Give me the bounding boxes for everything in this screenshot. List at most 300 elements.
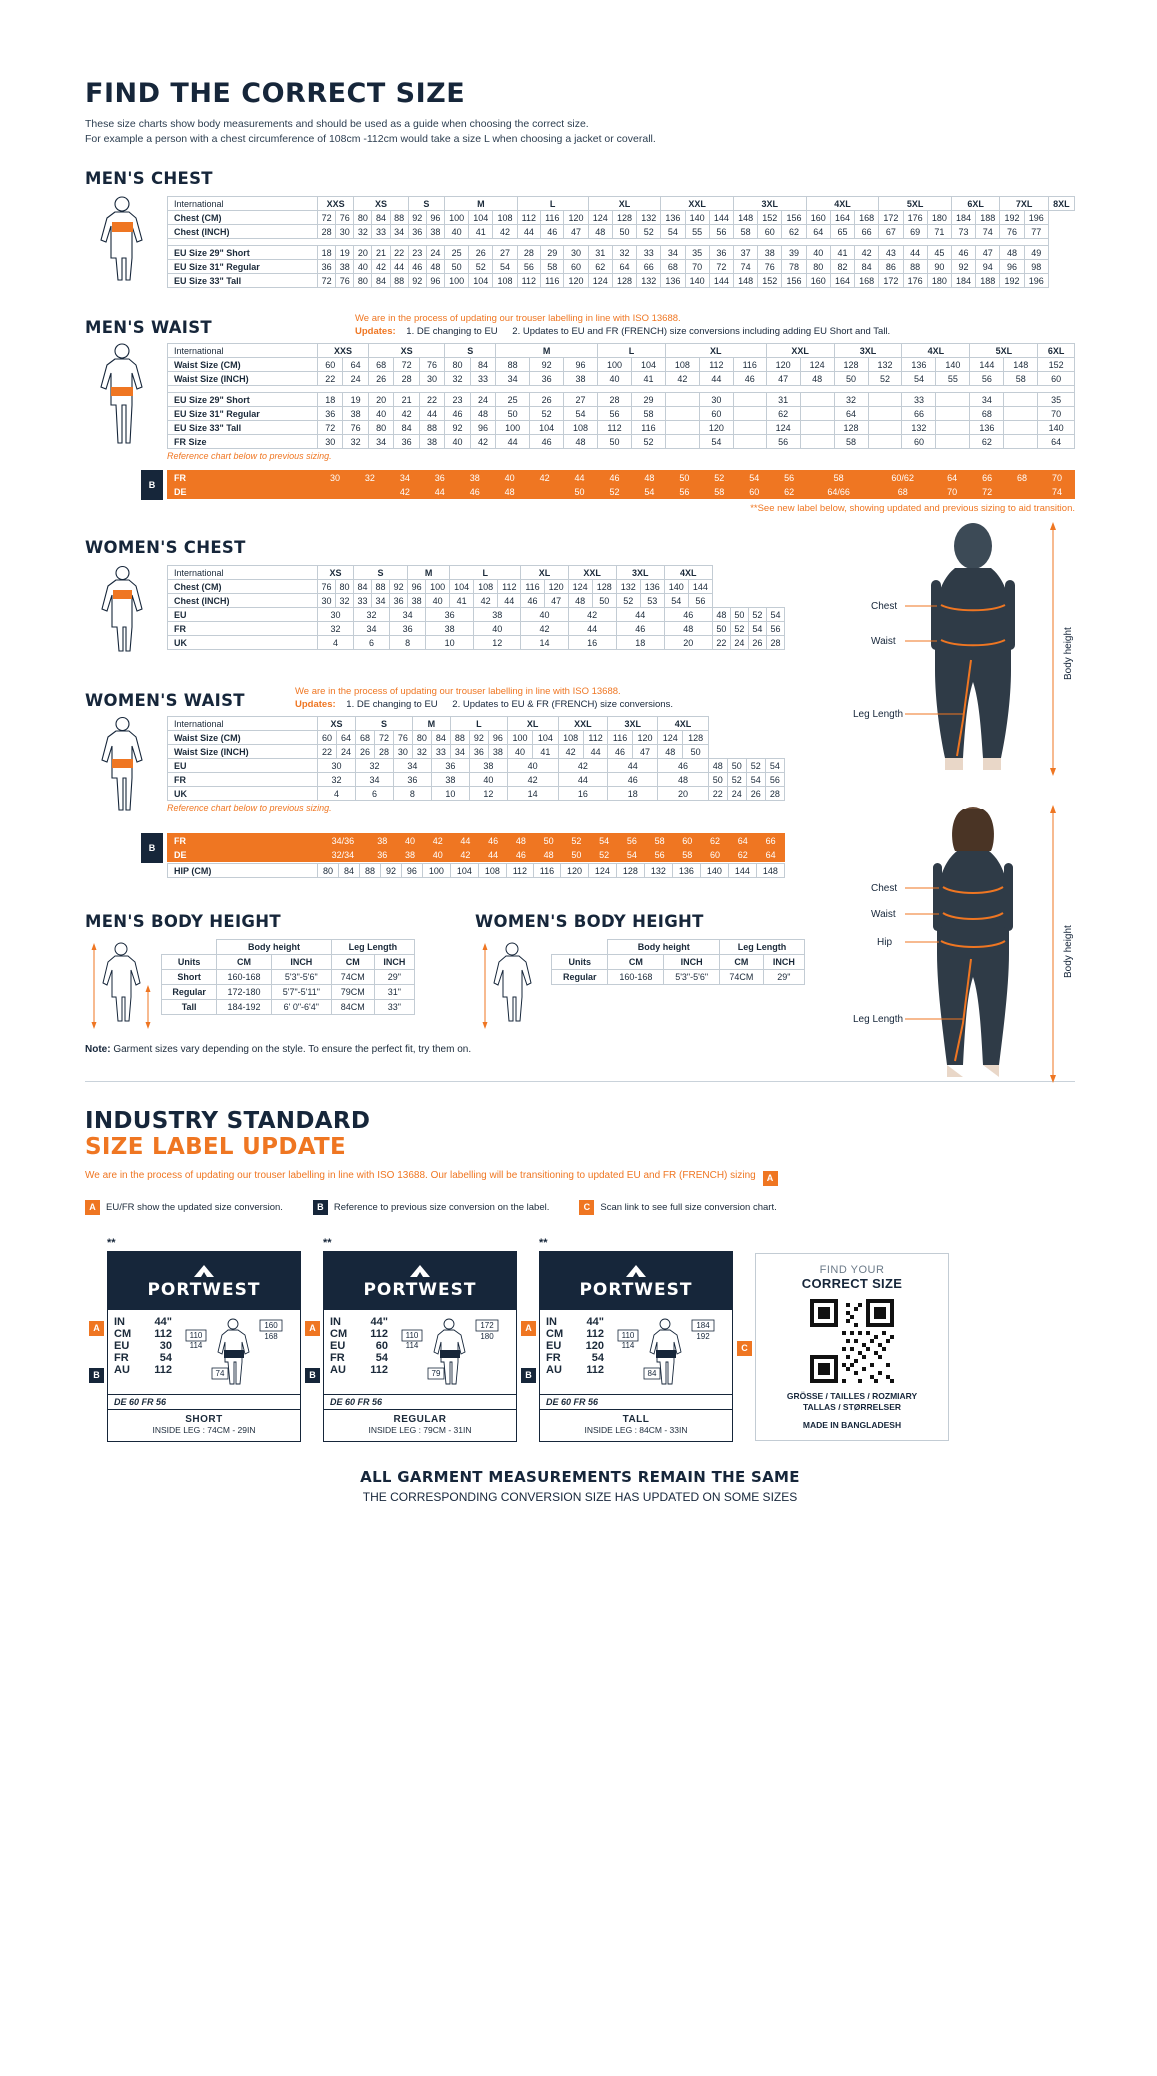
cell: 148 xyxy=(756,864,784,878)
badge-c: C xyxy=(579,1200,594,1215)
fig-left-1: 110 xyxy=(189,1330,203,1340)
cell: 164 xyxy=(830,211,854,225)
cell: 38 xyxy=(457,471,492,485)
cell: 18 xyxy=(616,636,664,650)
col-cm: CM xyxy=(217,955,272,970)
cell: 76 xyxy=(1000,225,1024,239)
cell xyxy=(665,393,699,407)
cell: 46 xyxy=(507,848,535,862)
label-size-rows-2 xyxy=(330,1316,388,1390)
cell: 47 xyxy=(544,594,568,608)
cell: 31" xyxy=(374,985,414,1000)
row-label: FR xyxy=(168,622,318,636)
cell: 30 xyxy=(318,759,356,773)
cell: 160-168 xyxy=(217,970,272,985)
cell: 53 xyxy=(640,594,664,608)
cell: 144 xyxy=(688,580,712,594)
cell: 40 xyxy=(426,594,450,608)
size-val: 30 xyxy=(159,1339,172,1352)
cell: 62 xyxy=(701,834,729,848)
cell: 112 xyxy=(699,358,733,372)
cell: 5'7"-5'11" xyxy=(271,985,331,1000)
qr-card-wrap xyxy=(741,1253,949,1442)
cell: 38 xyxy=(431,773,469,787)
cell: 136 xyxy=(661,211,685,225)
table-row xyxy=(168,197,1075,211)
cell xyxy=(1004,407,1038,421)
cell: 112 xyxy=(583,731,607,745)
cell: 172 xyxy=(879,211,903,225)
cell: 116 xyxy=(733,358,766,372)
size-col: 4XL xyxy=(664,566,712,580)
cell: 36 xyxy=(394,435,419,449)
cell: 6 xyxy=(354,636,390,650)
qr-code-icon[interactable] xyxy=(810,1299,894,1383)
cell: 52 xyxy=(702,471,737,485)
size-key: FR xyxy=(330,1351,345,1364)
cell: 33 xyxy=(637,246,661,260)
cell: 66 xyxy=(970,471,1005,485)
cell: 60 xyxy=(1038,372,1075,386)
cell: 48 xyxy=(470,407,495,421)
cell: 44 xyxy=(568,622,616,636)
table-row xyxy=(168,471,1075,485)
size-val: 112 xyxy=(154,1327,172,1340)
size-key: CM xyxy=(114,1327,132,1340)
size-col: S xyxy=(355,717,412,731)
cell: 84 xyxy=(354,580,372,594)
label-fit-2: REGULAR xyxy=(393,1413,447,1425)
cell: 76 xyxy=(758,260,782,274)
cell: 47 xyxy=(632,745,657,759)
label-brand-block-1 xyxy=(108,1252,300,1310)
size-col: 4XL xyxy=(902,344,970,358)
size-key: IN xyxy=(546,1315,557,1328)
row-label: EU Size 29" Short xyxy=(168,393,318,407)
table-row xyxy=(168,864,785,878)
cell: 44 xyxy=(583,745,607,759)
cell: 72 xyxy=(709,260,733,274)
cell: 43 xyxy=(879,246,903,260)
cell: 48 xyxy=(1000,246,1024,260)
cell: 132 xyxy=(868,358,902,372)
cell xyxy=(868,435,902,449)
cell: 32 xyxy=(412,745,431,759)
size-key: AU xyxy=(114,1363,130,1376)
mens-waist-iso-note: We are in the process of updating our trouser labelling in line with ISO 13688. xyxy=(355,313,681,324)
cell: 28 xyxy=(517,246,540,260)
size-val: 44" xyxy=(586,1315,604,1328)
cell: 136 xyxy=(661,274,685,288)
col-group-leg-length: Leg Length xyxy=(331,940,414,955)
cell: 42 xyxy=(387,485,422,499)
table-row xyxy=(552,970,805,985)
update-1: 1. DE changing to EU xyxy=(346,699,438,710)
cell xyxy=(665,435,699,449)
cell: 108 xyxy=(564,421,598,435)
row-label-de: DE xyxy=(168,848,318,862)
table-row xyxy=(162,1000,415,1015)
cell: 124 xyxy=(800,358,834,372)
cell: 54 xyxy=(618,848,646,862)
cell: 27 xyxy=(493,246,517,260)
cell: 76 xyxy=(419,358,444,372)
cell: 52 xyxy=(616,594,640,608)
cell: 68 xyxy=(970,407,1004,421)
cell: 64 xyxy=(612,260,636,274)
cell: 34 xyxy=(661,246,685,260)
table-row xyxy=(168,372,1075,386)
cell: 48 xyxy=(564,435,598,449)
size-col: 3XL xyxy=(616,566,664,580)
page-title: FIND THE CORRECT SIZE xyxy=(85,78,466,109)
cell: 120 xyxy=(564,274,588,288)
cell xyxy=(800,407,834,421)
cell: 38 xyxy=(474,608,521,622)
cell: 80 xyxy=(318,864,339,878)
cell: 35 xyxy=(1038,393,1075,407)
cell: 33 xyxy=(354,594,372,608)
cell: 184 xyxy=(951,274,975,288)
cell: 48 xyxy=(658,773,709,787)
mens-waist-table xyxy=(167,343,1075,449)
cell: 29" xyxy=(763,970,804,985)
cell: 120 xyxy=(564,211,588,225)
table-row xyxy=(168,344,1075,358)
cell: 76 xyxy=(336,274,354,288)
table-row xyxy=(168,636,785,650)
womens-hip-table xyxy=(167,863,785,878)
cell: 164 xyxy=(830,274,854,288)
leg-length-label: Leg Length xyxy=(853,1014,904,1025)
cell: 56 xyxy=(667,485,702,499)
cell: 45 xyxy=(927,246,951,260)
cell: 24 xyxy=(343,372,368,386)
size-col: 5XL xyxy=(879,197,952,211)
table-row xyxy=(162,940,415,955)
table-row xyxy=(168,834,785,848)
cell: 60 xyxy=(699,407,733,421)
cell: 72 xyxy=(374,731,393,745)
cell: 156 xyxy=(782,274,806,288)
cell: 90 xyxy=(927,260,951,274)
tag-b-3: B xyxy=(521,1368,536,1383)
cell: 40 xyxy=(424,848,452,862)
size-key: AU xyxy=(546,1363,562,1376)
cell: 148 xyxy=(733,211,757,225)
cell: 80 xyxy=(336,580,354,594)
cell: 48 xyxy=(492,485,527,499)
updates-label: Updates: xyxy=(355,326,396,337)
cell: 64 xyxy=(806,225,830,239)
mens-height-pictogram xyxy=(85,939,161,1034)
womens-waist-reference-note: Reference chart below to previous sizing. xyxy=(167,803,332,813)
womens-chest-table xyxy=(167,565,785,650)
cell: 26 xyxy=(469,246,493,260)
cell: 77 xyxy=(1024,225,1048,239)
cell: 88 xyxy=(496,358,530,372)
cell: 38 xyxy=(336,260,354,274)
cell: 54 xyxy=(564,407,598,421)
row-label: International xyxy=(168,197,318,211)
cell: 34 xyxy=(970,393,1004,407)
cell: 22 xyxy=(318,372,343,386)
page-intro xyxy=(85,117,1075,147)
womens-chest-pictogram xyxy=(85,565,167,670)
cell: 32/34 xyxy=(318,848,369,862)
cell: 64 xyxy=(935,471,970,485)
cell: 21 xyxy=(372,246,390,260)
cell: 64 xyxy=(336,731,355,745)
cell: 44 xyxy=(608,759,658,773)
update-1: 1. DE changing to EU xyxy=(406,326,498,337)
mens-waist-reference-note: Reference chart below to previous sizing. xyxy=(167,451,332,461)
cell: 32 xyxy=(343,435,368,449)
cell: 96 xyxy=(564,358,598,372)
cell xyxy=(1004,393,1038,407)
cell: Regular xyxy=(162,985,217,1000)
cell: 46 xyxy=(608,745,632,759)
size-key: IN xyxy=(330,1315,341,1328)
cell: 74 xyxy=(1040,485,1075,499)
cell: 72 xyxy=(318,421,343,435)
cell: 46 xyxy=(951,246,975,260)
cell: 42 xyxy=(474,594,498,608)
cell: 94 xyxy=(976,260,1000,274)
col-inch: INCH xyxy=(271,955,331,970)
cell: 128 xyxy=(616,864,644,878)
fig-leg: 79 xyxy=(431,1368,441,1378)
label-stars-2: ** xyxy=(323,1236,332,1249)
cell: 112 xyxy=(498,580,521,594)
table-row xyxy=(162,970,415,985)
cell: 41 xyxy=(631,372,665,386)
womens-waist-updates xyxy=(295,699,785,710)
size-col: 6XL xyxy=(951,197,999,211)
cell: 92 xyxy=(380,864,401,878)
cell: 70 xyxy=(1040,471,1075,485)
cell: 38 xyxy=(408,594,426,608)
cell: 40 xyxy=(354,260,372,274)
size-val: 112 xyxy=(586,1327,604,1340)
size-col: L xyxy=(517,197,588,211)
cell: 128 xyxy=(592,580,616,594)
cell: 8 xyxy=(390,636,426,650)
cell: 52 xyxy=(469,260,493,274)
legend-text-a: EU/FR show the updated size conversion. xyxy=(106,1201,283,1213)
cell: 76 xyxy=(343,421,368,435)
cell: 72 xyxy=(318,211,336,225)
cell: 88 xyxy=(390,211,408,225)
womens-waist-previous-table xyxy=(167,833,785,862)
cell: 60/62 xyxy=(871,471,935,485)
size-col: M xyxy=(444,197,517,211)
size-col: XL xyxy=(588,197,661,211)
cell: 46 xyxy=(530,435,564,449)
cell: 58 xyxy=(673,848,701,862)
size-col: L xyxy=(598,344,666,358)
cell: 27 xyxy=(564,393,598,407)
cell: 42 xyxy=(424,834,452,848)
cell: 50 xyxy=(683,745,708,759)
cell: 56 xyxy=(970,372,1004,386)
badge-a-inline: A xyxy=(763,1171,778,1186)
cell: 112 xyxy=(517,211,540,225)
cell: 60 xyxy=(318,731,337,745)
cell: 46 xyxy=(445,407,470,421)
cell: 80 xyxy=(354,274,372,288)
cell: 140 xyxy=(700,864,728,878)
cell: 42 xyxy=(507,773,558,787)
cell xyxy=(936,407,970,421)
cell: 33 xyxy=(470,372,495,386)
table-row xyxy=(168,485,1075,499)
label-de-fr-3: DE 60 FR 56 xyxy=(540,1394,732,1409)
cell: 48 xyxy=(708,759,727,773)
mens-chest-heading: MEN'S CHEST xyxy=(85,169,213,188)
industry-lead-text: We are in the process of updating our trouser labelling in line with ISO 13688. Our labelling will be transitioning to updated EU and FR (FRENCH) sizing xyxy=(85,1170,756,1181)
cell: 58 xyxy=(1004,372,1038,386)
cell: 84 xyxy=(470,358,495,372)
cell: 78 xyxy=(782,260,806,274)
cell: 23 xyxy=(445,393,470,407)
cell: 96 xyxy=(426,211,444,225)
cell: 16 xyxy=(558,787,608,801)
cell: 36 xyxy=(368,848,396,862)
fig-right-1: 172 xyxy=(480,1320,494,1330)
cell: 124 xyxy=(588,274,612,288)
womens-waist-block xyxy=(85,686,785,878)
cell: 62 xyxy=(782,225,806,239)
cell: 92 xyxy=(530,358,564,372)
cell: 176 xyxy=(903,211,927,225)
cell: 54 xyxy=(632,485,667,499)
cell: 14 xyxy=(507,787,558,801)
cell: 176 xyxy=(903,274,927,288)
fig-left-2: 114 xyxy=(405,1340,419,1350)
cell: 22 xyxy=(390,246,408,260)
col-inch2: INCH xyxy=(374,955,414,970)
cell: 188 xyxy=(976,274,1000,288)
cell: 47 xyxy=(976,246,1000,260)
size-col: S xyxy=(445,344,496,358)
size-col: 3XL xyxy=(608,717,658,731)
cell: 40 xyxy=(445,435,470,449)
body-height-label: Body height xyxy=(1063,627,1074,680)
cell: 40 xyxy=(507,745,532,759)
cell: 44 xyxy=(616,608,664,622)
intro-line-1: These size charts show body measurements and should be used as a guide when choosing the correct size. xyxy=(85,118,589,130)
size-val: 54 xyxy=(159,1351,172,1364)
cell: 30 xyxy=(318,435,343,449)
cell: 136 xyxy=(672,864,700,878)
chest-label: Chest xyxy=(871,883,898,894)
cell: 140 xyxy=(685,211,709,225)
cell: 34 xyxy=(368,435,393,449)
size-val: 112 xyxy=(370,1327,388,1340)
cell: 104 xyxy=(530,421,564,435)
womens-waist-pictogram xyxy=(85,716,167,831)
updates-label: Updates: xyxy=(295,699,336,710)
brand-name-1: PORTWEST xyxy=(147,1279,261,1300)
cell: 46 xyxy=(408,260,426,274)
cell: 80 xyxy=(354,211,372,225)
update-2: 2. Updates to EU & FR (FRENCH) size conversions. xyxy=(452,699,673,710)
cell: 124 xyxy=(568,580,592,594)
table-row xyxy=(168,848,785,862)
cell: 50 xyxy=(727,759,746,773)
cell: 65 xyxy=(830,225,854,239)
table-row xyxy=(168,421,1075,435)
row-label: International xyxy=(168,566,318,580)
cell: 88 xyxy=(903,260,927,274)
cell: 41 xyxy=(830,246,854,260)
col-cm2: CM xyxy=(331,955,374,970)
cell xyxy=(936,421,970,435)
legend-text-b: Reference to previous size conversion on the label. xyxy=(333,1201,550,1213)
tag-b-2: B xyxy=(305,1368,320,1383)
cell: 50 xyxy=(712,622,730,636)
cell: 50 xyxy=(612,225,636,239)
cell: 84 xyxy=(372,211,390,225)
label-inside-leg-1: INSIDE LEG : 74CM - 29IN xyxy=(152,1424,256,1435)
size-col: M xyxy=(408,566,450,580)
table-row xyxy=(162,985,415,1000)
col-cm2: CM xyxy=(719,955,763,970)
male-figure xyxy=(845,520,1075,780)
waist-label: Waist xyxy=(871,636,896,647)
size-col: M xyxy=(412,717,450,731)
fig-left-2: 114 xyxy=(189,1340,203,1350)
cell: 140 xyxy=(1038,421,1075,435)
cell: 60 xyxy=(564,260,588,274)
cell: 38 xyxy=(758,246,782,260)
cell: 44 xyxy=(558,773,608,787)
cell: 30 xyxy=(336,225,354,239)
cell: 66 xyxy=(637,260,661,274)
size-col: XXL xyxy=(568,566,616,580)
cell: 128 xyxy=(834,358,868,372)
cell: 36 xyxy=(318,260,336,274)
col-units: Units xyxy=(162,955,217,970)
size-col: L xyxy=(450,717,507,731)
cell: 20 xyxy=(658,787,709,801)
cell: 30 xyxy=(419,372,444,386)
cell: 40 xyxy=(521,608,568,622)
cell: 32 xyxy=(318,622,354,636)
row-label: EU Size 31" Regular xyxy=(168,260,318,274)
cell: 184 xyxy=(951,211,975,225)
label-stars-3: ** xyxy=(539,1236,548,1249)
brand-name-2: PORTWEST xyxy=(363,1279,477,1300)
cell: 64/66 xyxy=(807,485,871,499)
row-label: UK xyxy=(168,787,318,801)
cell: 88 xyxy=(419,421,444,435)
cell: 18 xyxy=(608,787,658,801)
cell: 104 xyxy=(450,864,478,878)
cell: 46 xyxy=(608,773,658,787)
size-val: 44" xyxy=(370,1315,388,1328)
cell: 188 xyxy=(976,211,1000,225)
cell: 30 xyxy=(564,246,588,260)
cell: 74CM xyxy=(331,970,374,985)
fig-right-1: 160 xyxy=(264,1320,278,1330)
cell: 38 xyxy=(396,848,424,862)
womens-height-pictogram xyxy=(475,939,551,1034)
cell: 140 xyxy=(685,274,709,288)
body-height-label: Body height xyxy=(1063,925,1074,978)
cell: 48 xyxy=(535,848,563,862)
